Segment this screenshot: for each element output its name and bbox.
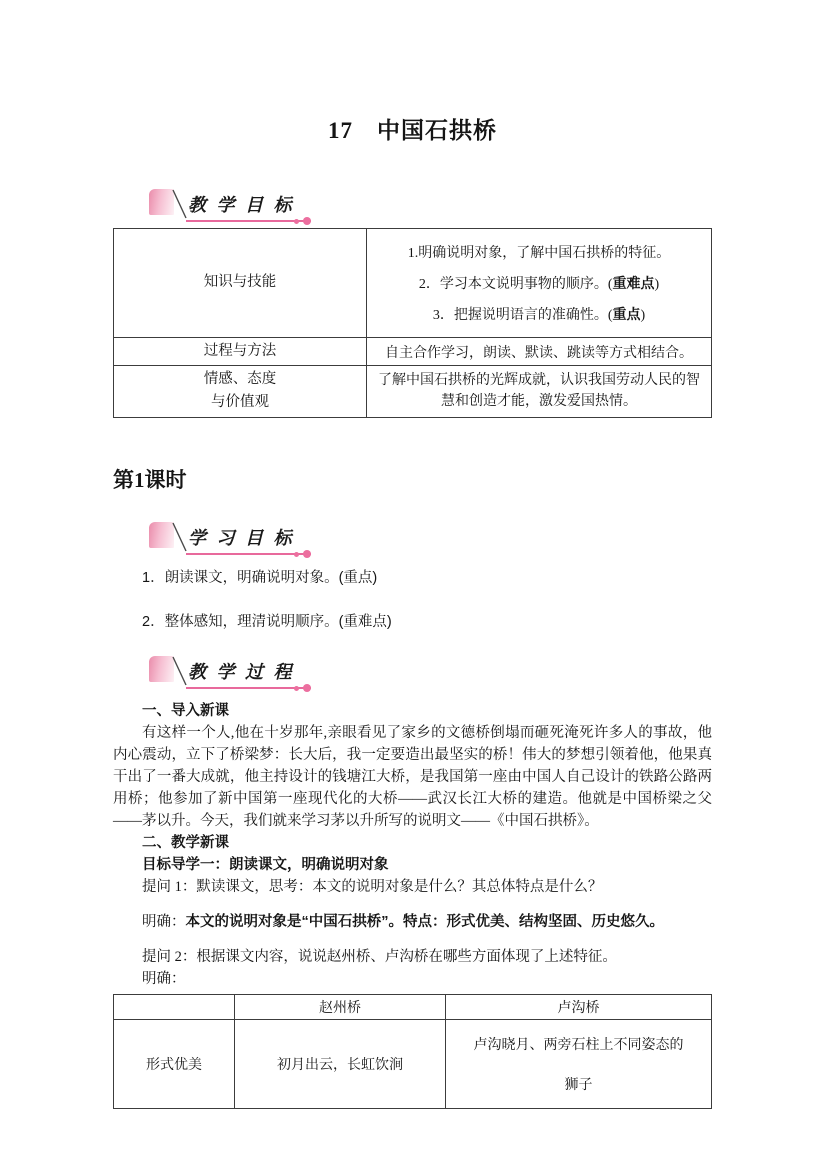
learning-goals-list	[113, 568, 712, 632]
answer-emphasis-text: 本文的说明对象是“中国石拱桥”。特点：形式优美、结构坚固、历史悠久。	[185, 913, 664, 930]
row-header-cell: 过程与方法	[114, 338, 367, 366]
table-header-row	[114, 994, 712, 1019]
row-header-line: 情感、态度	[203, 371, 277, 388]
banner-label-text: 教 学 目 标	[188, 195, 295, 215]
goal-item-text: 3．把握说明语言的准确性。(	[432, 308, 613, 323]
page-title: 17 中国石拱桥	[328, 118, 497, 143]
table-row-process	[114, 338, 712, 366]
row-content-cell: 了解中国石拱桥的光辉成就，认识我国劳动人民的智慧和创造才能，激发爱国热情。	[367, 366, 712, 417]
header-cell-empty	[114, 994, 235, 1019]
feature-cell: 形式优美	[114, 1019, 235, 1108]
learning-goal-item: 2．整体感知，理清说明顺序。(重难点)	[142, 613, 392, 630]
row-content-cell: 自主合作学习，朗读、默读、跳读等方式相结合。	[367, 338, 712, 366]
banner-underline	[186, 522, 311, 555]
banner-label-text: 学 习 目 标	[188, 527, 295, 548]
question2-line: 提问 2：根据课文内容，说说赵州桥、卢沟桥在哪些方面体现了上述特征。	[142, 948, 617, 965]
section1-heading: 一、导入新课	[142, 702, 229, 719]
goal-item-tail: )	[640, 308, 646, 323]
zhaozhou-cell: 初月出云，长虹饮涧	[235, 1019, 446, 1108]
guide1-heading: 目标导学一：朗读课文，明确说明对象	[142, 856, 389, 873]
goal-item	[408, 242, 671, 262]
section-banner-teaching-process	[149, 656, 311, 689]
banner-label-text: 教 学 过 程	[188, 661, 295, 682]
teaching-process-content	[113, 700, 712, 990]
row-header-line: 与价值观	[211, 394, 269, 411]
lesson-heading: 第1课时	[113, 467, 187, 492]
dot-icon	[294, 552, 299, 557]
goal-item-text: 1.明确说明对象，了解中国石拱桥的特征。	[407, 246, 671, 261]
dot-icon	[303, 550, 311, 558]
lugou-cell	[446, 1019, 712, 1108]
bridge-comparison-table	[113, 994, 712, 1109]
goal-item-text: 2．学习本文说明事物的顺序。(	[418, 277, 613, 292]
table-row-knowledge	[114, 229, 712, 338]
goal-item	[433, 304, 645, 324]
lugou-cell-line: 卢沟晓月、两旁石柱上不同姿态的	[473, 1035, 684, 1052]
dot-icon	[294, 219, 299, 224]
table-row-values	[114, 366, 712, 417]
banner-underline	[186, 189, 311, 222]
answer-label: 明确：	[142, 913, 186, 930]
row-content-cell	[367, 229, 712, 338]
teaching-goals-table	[113, 228, 712, 418]
section-banner-teaching-goals	[149, 189, 311, 222]
lugou-cell-line: 狮子	[564, 1075, 593, 1092]
row-header-cell: 知识与技能	[114, 229, 367, 338]
table-row-beauty	[114, 1019, 712, 1108]
banner-underline	[186, 656, 311, 689]
emphasis-text: 重难点	[612, 275, 655, 291]
goal-item	[419, 273, 659, 293]
section-banner-learning-goals	[149, 522, 311, 555]
goal-item-tail: )	[654, 277, 660, 292]
intro-paragraph: 有这样一个人,他在十岁那年,亲眼看见了家乡的文德桥倒塌而砸死淹死许多人的事故，他内心震动，立下了桥梁梦：长大后，我一定要造出最坚实的桥！伟大的梦想引领着他，他果真干出了一番大成就，他主持设计的钱塘江大桥，是我国第一座由中国人自己设计的铁路公路两用桥；他参加了新中国第一座现代化的大桥——武汉长江大桥的建造。他就是中国桥梁之父——茅以升。今天，我们就来学习茅以升所写的说明文——《中国石拱桥》。	[113, 724, 712, 829]
section2-heading: 二、教学新课	[142, 834, 229, 851]
row-header-cell	[114, 366, 367, 417]
answer1-line	[113, 911, 712, 933]
question1-line: 提问 1：默读课文，思考：本文的说明对象是什么？其总体特点是什么？	[142, 878, 603, 895]
header-cell-zhaozhou: 赵州桥	[235, 994, 446, 1019]
emphasis-text: 重点	[612, 306, 641, 322]
learning-goal-item: 1．朗读课文，明确说明对象。(重点)	[142, 569, 378, 586]
dot-icon	[303, 684, 311, 692]
answer2-label-line: 明确：	[142, 970, 186, 987]
dot-icon	[303, 217, 311, 225]
dot-icon	[294, 686, 299, 691]
header-cell-lugou: 卢沟桥	[446, 994, 712, 1019]
